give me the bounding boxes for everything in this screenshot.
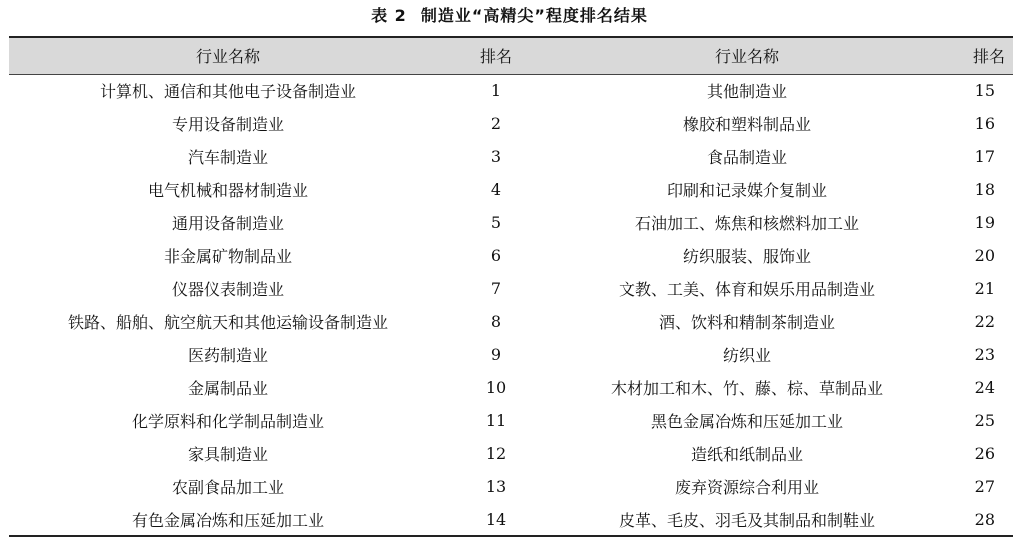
table-number: 表 2 bbox=[371, 6, 407, 25]
rank-cell: 4 bbox=[490, 180, 502, 199]
header-rank-left: 排名 bbox=[447, 37, 545, 74]
table-title: 制造业“高精尖”程度排名结果 bbox=[420, 6, 648, 25]
industry-name-cell: 木材加工和木、竹、藤、棕、草制品业 bbox=[610, 379, 883, 398]
industry-name-cell: 计算机、通信和其他电子设备制造业 bbox=[99, 82, 356, 102]
table-row bbox=[9, 305, 1013, 338]
industry-name-cell: 造纸和纸制品业 bbox=[690, 445, 803, 464]
industry-name-cell: 纺织服装、服饰业 bbox=[682, 247, 811, 266]
industry-name-cell: 医药制造业 bbox=[187, 346, 268, 365]
rank-cell: 26 bbox=[974, 444, 995, 463]
industry-name-cell: 皮革、毛皮、羽毛及其制品和制鞋业 bbox=[545, 503, 949, 536]
rank-cell: 9 bbox=[490, 345, 502, 364]
industry-name-cell: 家具制造业 bbox=[187, 445, 268, 464]
industry-name-cell: 铁路、船舶、航空航天和其他运输设备制造业 bbox=[67, 313, 388, 332]
industry-name-cell: 非金属矿物制品业 bbox=[163, 247, 292, 266]
industry-name-cell: 酒、饮料和精制茶制造业 bbox=[658, 313, 835, 332]
rank-cell: 16 bbox=[974, 114, 995, 133]
industry-name-cell: 石油加工、炼焦和核燃料加工业 bbox=[634, 214, 859, 233]
industry-name-cell: 黑色金属冶炼和压延加工业 bbox=[650, 412, 843, 431]
rank-cell: 21 bbox=[974, 279, 995, 298]
rank-cell: 23 bbox=[974, 345, 995, 364]
industry-name-cell: 文教、工美、体育和娱乐用品制造业 bbox=[618, 280, 875, 299]
industry-name-cell: 其他制造业 bbox=[706, 82, 787, 102]
header-industry-name-right: 行业名称 bbox=[545, 37, 949, 74]
table-row bbox=[9, 239, 1013, 272]
rank-cell: 19 bbox=[974, 213, 995, 232]
rank-cell: 6 bbox=[490, 246, 502, 265]
rank-cell: 24 bbox=[974, 378, 995, 397]
rank-cell: 11 bbox=[485, 411, 507, 430]
table-row bbox=[9, 140, 1013, 173]
rank-cell: 27 bbox=[974, 477, 995, 496]
table-row bbox=[9, 338, 1013, 371]
industry-name-cell: 农副食品加工业 bbox=[171, 478, 284, 497]
table-caption bbox=[0, 4, 1019, 28]
ranking-table bbox=[9, 36, 1013, 537]
table-row bbox=[9, 272, 1013, 305]
rank-cell: 1 bbox=[490, 81, 502, 101]
industry-name-cell: 电气机械和器材制造业 bbox=[147, 181, 308, 200]
table-row bbox=[9, 371, 1013, 404]
industry-name-cell: 专用设备制造业 bbox=[171, 115, 284, 134]
industry-name-cell: 金属制品业 bbox=[187, 379, 268, 398]
header-rank-right: 排名 bbox=[949, 37, 1013, 74]
industry-name-cell: 印刷和记录媒介复制业 bbox=[666, 181, 827, 200]
rank-cell: 7 bbox=[490, 279, 502, 298]
rank-cell: 13 bbox=[485, 477, 507, 496]
table-body bbox=[9, 74, 1013, 536]
rank-cell: 8 bbox=[490, 312, 502, 331]
table-row bbox=[9, 470, 1013, 503]
industry-name-cell: 食品制造业 bbox=[706, 148, 787, 167]
table-row bbox=[9, 206, 1013, 239]
industry-name-cell: 化学原料和化学制品制造业 bbox=[131, 412, 324, 431]
industry-name-cell: 汽车制造业 bbox=[187, 148, 268, 167]
rank-cell: 28 bbox=[949, 503, 1013, 536]
table-row bbox=[9, 437, 1013, 470]
table-row bbox=[9, 173, 1013, 206]
industry-name-cell: 废弃资源综合利用业 bbox=[674, 478, 819, 497]
rank-cell: 5 bbox=[490, 213, 502, 232]
industry-name-cell: 通用设备制造业 bbox=[171, 214, 284, 233]
header-row bbox=[9, 37, 1013, 74]
industry-name-cell: 有色金属冶炼和压延加工业 bbox=[9, 503, 447, 536]
rank-cell: 10 bbox=[485, 378, 507, 397]
rank-cell: 17 bbox=[974, 147, 995, 166]
rank-cell: 15 bbox=[974, 81, 995, 101]
industry-name-cell: 纺织业 bbox=[722, 346, 771, 365]
table-header bbox=[9, 37, 1013, 74]
table-row bbox=[9, 404, 1013, 437]
rank-cell: 14 bbox=[447, 503, 545, 536]
table-row bbox=[9, 74, 1013, 107]
rank-cell: 2 bbox=[490, 114, 502, 133]
rank-cell: 18 bbox=[974, 180, 995, 199]
rank-cell: 20 bbox=[974, 246, 995, 265]
industry-name-cell: 橡胶和塑料制品业 bbox=[682, 115, 811, 134]
header-industry-name-left: 行业名称 bbox=[9, 37, 447, 74]
rank-cell: 3 bbox=[490, 147, 502, 166]
rank-cell: 25 bbox=[974, 411, 995, 430]
rank-cell: 12 bbox=[485, 444, 507, 463]
table-row bbox=[9, 503, 1013, 536]
rank-cell: 22 bbox=[974, 312, 995, 331]
industry-name-cell: 仪器仪表制造业 bbox=[171, 280, 284, 299]
table-row bbox=[9, 107, 1013, 140]
